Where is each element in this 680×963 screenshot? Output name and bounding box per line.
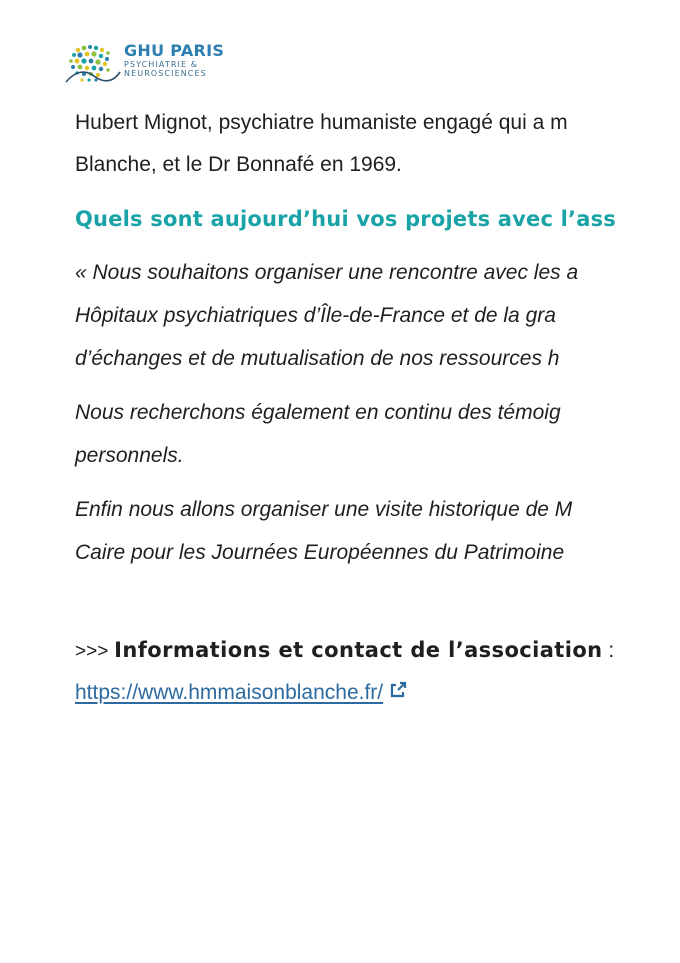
- info-line: [75, 636, 614, 666]
- info-colon: :: [602, 639, 615, 662]
- ghu-paris-logo: [64, 42, 234, 90]
- section-heading: Quels sont aujourd’hui vos projets avec l’ass: [75, 207, 616, 231]
- quote-line: Caire pour les Journées Européennes du Patrimoine: [75, 541, 565, 564]
- quote-line: « Nous souhaitons organiser une rencontre avec les a: [75, 261, 579, 284]
- logo-dots-icon: [64, 42, 122, 90]
- logo-name: GHU PARIS: [124, 41, 225, 60]
- quote-line: Hôpitaux psychiatriques d’Île-de-France et de la gra: [75, 304, 556, 327]
- external-link-icon[interactable]: [389, 679, 407, 707]
- website-line: [75, 679, 407, 707]
- logo-subtitle-line2: NEUROSCIENCES: [124, 69, 207, 78]
- paragraph-line: Blanche, et le Dr Bonnafé en 1969.: [75, 153, 402, 176]
- paragraph-line: Hubert Mignot, psychiatre humaniste engagé qui a m: [75, 111, 568, 134]
- info-label: Informations et contact de l’association: [114, 638, 603, 662]
- quote-line: d’échanges et de mutualisation de nos ressources h: [75, 347, 560, 370]
- info-prefix: >>>: [75, 641, 109, 662]
- logo-subtitle-line1: PSYCHIATRIE &: [124, 60, 199, 69]
- quote-line: personnels.: [75, 444, 184, 467]
- website-link[interactable]: https://www.hmmaisonblanche.fr/: [75, 681, 384, 704]
- quote-line: Enfin nous allons organiser une visite historique de M: [75, 498, 573, 521]
- quote-line: Nous recherchons également en continu des témoig: [75, 401, 561, 424]
